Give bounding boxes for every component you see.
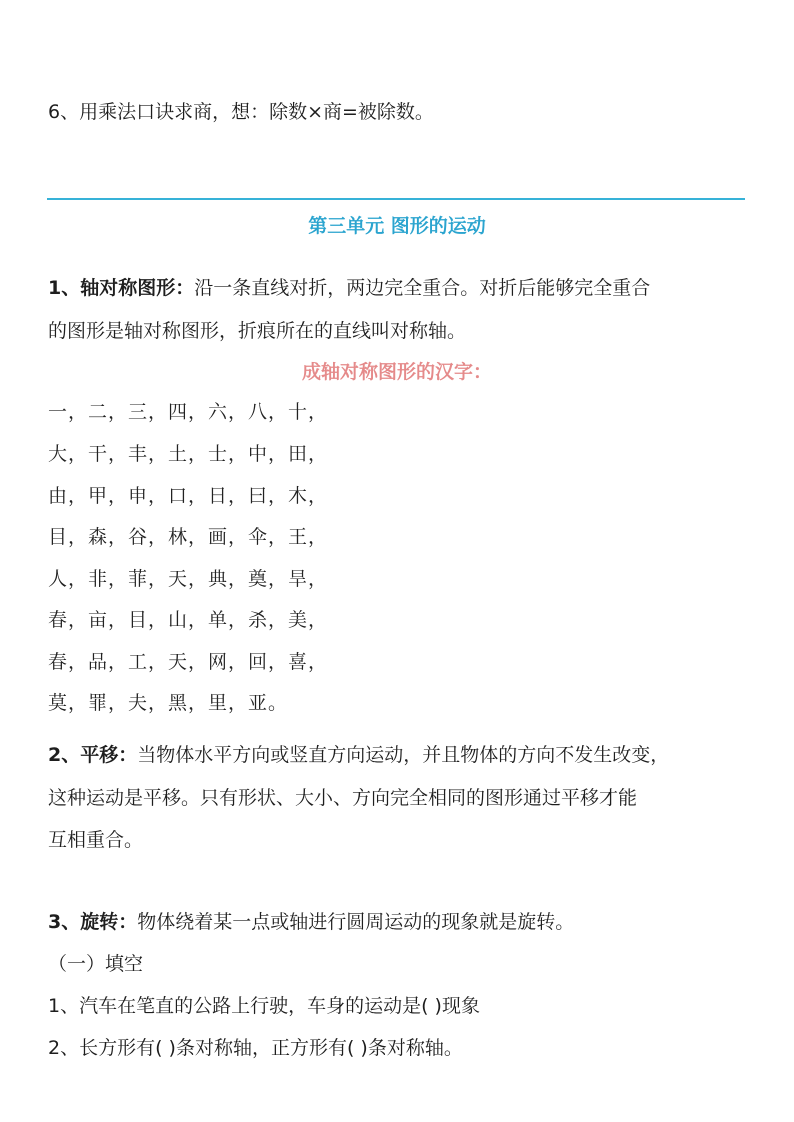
section-3-label: 3、旋转： (48, 911, 138, 933)
char-line: 人，非，菲，天，典，奠，旱， (48, 568, 329, 590)
char-line: 目，森，谷，林，画，伞，王， (48, 526, 329, 548)
section-2-text-1: 当物体水平方向或竖直方向运动，并且物体的方向不发生改变， (137, 744, 670, 766)
char-line: 春，品，工，天，网，回，喜， (48, 651, 329, 673)
section-2-line-1 (48, 742, 669, 768)
char-line: 大，干，丰，土，士，中，田， (48, 443, 329, 465)
section-1-label: 1、轴对称图形： (48, 277, 195, 299)
unit-title: 第三单元 图形的运动 (308, 215, 486, 237)
chars-title: 成轴对称图形的汉字： (301, 361, 492, 383)
section-2-label: 2、平移： (48, 744, 138, 766)
section-1-text-2: 的图形是轴对称图形，折痕所在的直线叫对称轴。 (48, 320, 467, 342)
char-line: 一，二，三，四，六，八，十， (48, 401, 329, 423)
rule-6: 6、用乘法口诀求商，想：除数×商=被除数。 (48, 101, 434, 123)
divider-line (47, 198, 745, 200)
exercise-question-1: 1、汽车在笔直的公路上行驶，车身的运动是( )现象 (48, 995, 480, 1017)
section-3-line (48, 909, 574, 935)
exercise-heading: （一）填空 (48, 953, 144, 975)
section-1-text-1: 沿一条直线对折，两边完全重合。对折后能够完全重合 (194, 277, 651, 299)
section-2-text-2: 这种运动是平移。只有形状、大小、方向完全相同的图形通过平移才能 (48, 787, 638, 809)
section-1-line-1 (48, 275, 650, 301)
char-line: 莫，罪，夫，黑，里，亚。 (48, 692, 289, 714)
exercise-question-2: 2、长方形有( )条对称轴，正方形有( )条对称轴。 (48, 1037, 463, 1059)
char-line: 春，亩，目，山，单，杀，美， (48, 609, 329, 631)
section-2-text-3: 互相重合。 (48, 829, 144, 851)
char-line: 由，甲，申，口，日，曰，木， (48, 485, 329, 507)
section-3-text: 物体绕着某一点或轴进行圆周运动的现象就是旋转。 (137, 911, 575, 933)
